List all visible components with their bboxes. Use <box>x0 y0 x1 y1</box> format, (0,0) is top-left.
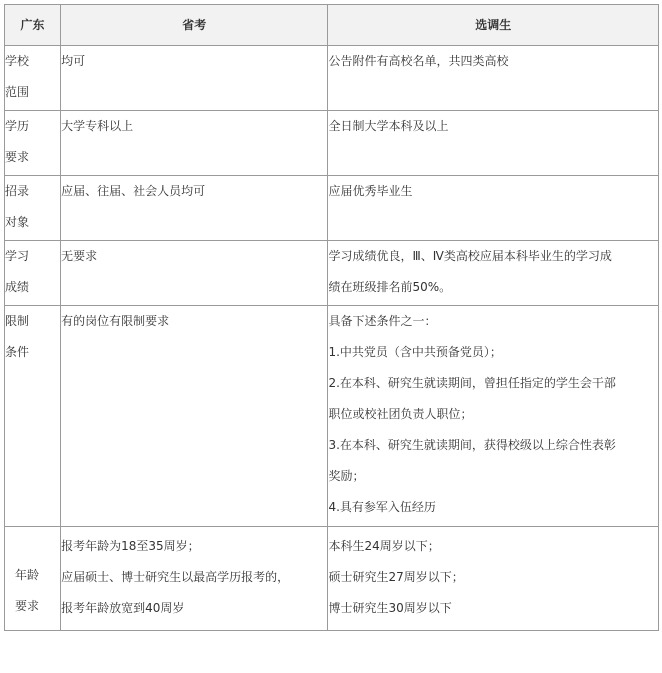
table-row <box>5 46 659 111</box>
header-provincial-exam: 省考 <box>61 5 328 46</box>
row-key-academic-grade: 学习 成绩 <box>5 241 61 306</box>
row-key-school-scope: 学校 范围 <box>5 46 61 111</box>
cell-selected: 公告附件有高校名单，共四类高校 <box>328 46 659 111</box>
cell-selected: 应届优秀毕业生 <box>328 176 659 241</box>
row-key-education: 学历 要求 <box>5 111 61 176</box>
cell-provincial: 应届、往届、社会人员均可 <box>61 176 328 241</box>
cell-selected: 本科生24周岁以下； 硕士研究生27周岁以下； 博士研究生30周岁以下 <box>328 527 659 631</box>
table-row <box>5 527 659 631</box>
table-row <box>5 241 659 306</box>
table-row <box>5 306 659 527</box>
row-key-recruit-target: 招录 对象 <box>5 176 61 241</box>
cell-selected: 全日制大学本科及以上 <box>328 111 659 176</box>
table-row <box>5 111 659 176</box>
cell-provincial: 有的岗位有限制要求 <box>61 306 328 527</box>
comparison-table <box>4 4 659 631</box>
row-key-age: 年龄 要求 <box>5 527 61 631</box>
cell-provincial: 大学专科以上 <box>61 111 328 176</box>
header-selected-graduates: 选调生 <box>328 5 659 46</box>
row-key-restrictions: 限制 条件 <box>5 306 61 527</box>
cell-selected: 具备下述条件之一： 1.中共党员（含中共预备党员）； 2.在本科、研究生就读期间，曾担任指定的学生会干部 职位或校社团负责人职位； 3.在本科、研究生就读期间，获得校级以上综合性表彰 奖励； 4.具有参军入伍经历 <box>328 306 659 527</box>
cell-provincial: 均可 <box>61 46 328 111</box>
table-row <box>5 176 659 241</box>
cell-provincial: 报考年龄为18至35周岁； 应届硕士、博士研究生以最高学历报考的， 报考年龄放宽到40周岁 <box>61 527 328 631</box>
header-region: 广东 <box>5 5 61 46</box>
cell-selected: 学习成绩优良，Ⅲ、Ⅳ类高校应届本科毕业生的学习成 绩在班级排名前50%。 <box>328 241 659 306</box>
cell-provincial: 无要求 <box>61 241 328 306</box>
table-header-row <box>5 5 659 46</box>
